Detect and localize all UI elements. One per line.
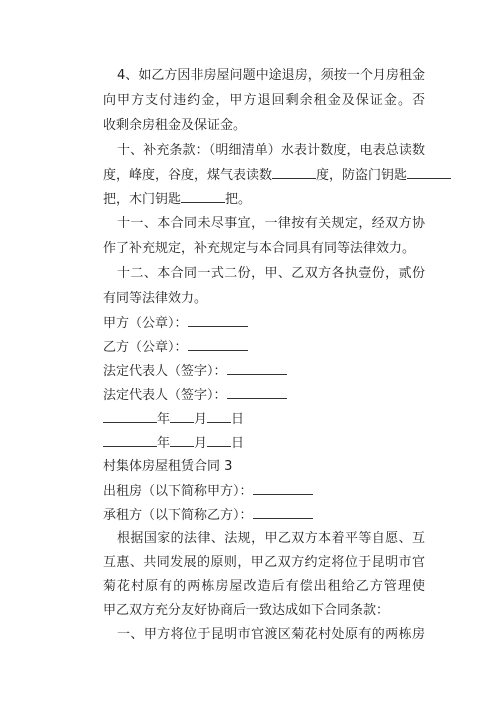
security-door-key-blank[interactable]: [407, 166, 451, 179]
paragraph-11-line-2: 作了补充规定，补充规定与本合同具有同等法律效力。: [103, 241, 416, 256]
date-1-month-blank[interactable]: [170, 410, 194, 423]
date-2-day-label: 日: [231, 436, 245, 451]
gas-meter-blank[interactable]: [272, 166, 316, 179]
paragraph-11-line-1: 十一、本合同未尽事宜，一律按有关规定，经双方协: [117, 216, 425, 231]
party-a-seal-label: 甲方（公章）：: [103, 316, 188, 331]
party-a-seal-blank[interactable]: [188, 314, 248, 327]
legal-rep-b-line: [103, 386, 287, 404]
clause-1-line-1: 一、甲方将位于昆明市官渡区菊花村处原有的两栋房: [117, 627, 425, 642]
party-a-seal-line: [103, 314, 248, 332]
meter-text-b: 度，防盗门钥匙: [316, 168, 408, 183]
legal-rep-b-label: 法定代表人（签字）：: [103, 388, 227, 403]
party-b-seal-line: [103, 338, 248, 356]
lessor-label: 出租房（以下简称甲方）：: [103, 484, 253, 499]
legal-rep-a-blank[interactable]: [227, 362, 287, 375]
date-1-month-label: 月: [194, 412, 208, 427]
date-line-1: [103, 410, 244, 428]
paragraph-10-line-3: [103, 190, 251, 208]
legal-rep-a-line: [103, 362, 287, 380]
paragraph-4-line-3: 收剩余房租金及保证金。: [103, 118, 247, 133]
preamble-line-4: 甲乙双方充分友好协商后一致达成如下合同条款：: [103, 603, 390, 618]
lessee-blank[interactable]: [253, 506, 313, 519]
legal-rep-b-blank[interactable]: [227, 386, 287, 399]
date-line-2: [103, 434, 244, 452]
meter-text-a: 度，峰度，谷度，煤气表读数: [103, 168, 273, 183]
date-2-year-label: 年: [157, 436, 171, 451]
key-text-a: 把，木门钥匙: [103, 192, 182, 207]
paragraph-4-line-1: 4、如乙方因非房屋问题中途退房，须按一个月房租金: [117, 68, 425, 83]
date-2-year-blank[interactable]: [103, 434, 157, 447]
date-1-day-blank[interactable]: [207, 410, 231, 423]
date-2-day-blank[interactable]: [207, 434, 231, 447]
preamble-line-2: 互惠、共同发展的原则，甲乙双方约定将位于昆明市官: [103, 555, 425, 570]
lessee-line: [103, 506, 313, 524]
date-2-month-blank[interactable]: [170, 434, 194, 447]
paragraph-12-line-2: 有同等法律效力。: [103, 291, 208, 306]
lessor-line: [103, 482, 313, 500]
legal-rep-a-label: 法定代表人（签字）：: [103, 364, 227, 379]
date-2-month-label: 月: [194, 436, 208, 451]
contract-3-title: 村集体房屋租赁合同 3: [103, 459, 233, 474]
preamble-line-1: 根据国家的法律、法规，甲乙双方本着平等自愿、互: [117, 531, 425, 546]
paragraph-12-line-1: 十二、本合同一式二份，甲、乙双方各执壹份，贰份: [117, 266, 425, 281]
paragraph-10-line-2: [103, 166, 451, 184]
lessee-label: 承租方（以下简称乙方）：: [103, 508, 253, 523]
paragraph-10-line-1: 十、补充条款：（明细清单）水表计数度，电表总读数: [117, 143, 425, 158]
paragraph-4-line-2: 向甲方支付违约金，甲方退回剩余租金及保证金。否: [103, 93, 425, 108]
preamble-line-3: 菊花村原有的两栋房屋改造后有偿出租给乙方管理使: [103, 579, 425, 594]
key-text-b: 把。: [225, 192, 252, 207]
date-1-year-label: 年: [157, 412, 171, 427]
date-1-day-label: 日: [231, 412, 245, 427]
party-b-seal-label: 乙方（公章）：: [103, 340, 188, 355]
date-1-year-blank[interactable]: [103, 410, 157, 423]
party-b-seal-blank[interactable]: [188, 338, 248, 351]
wood-door-key-blank[interactable]: [181, 190, 225, 203]
lessor-blank[interactable]: [253, 482, 313, 495]
